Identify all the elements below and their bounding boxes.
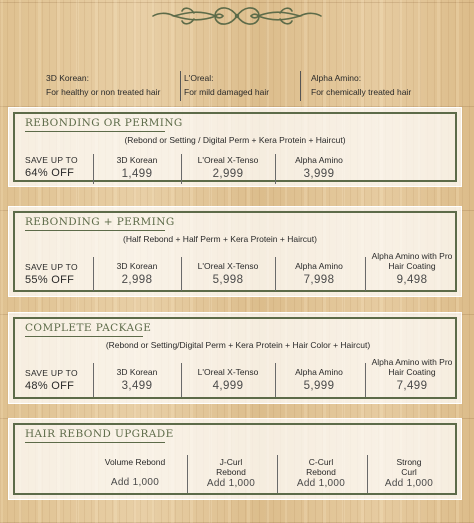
option-alpha-amino: Alpha Amino 3,999 (295, 155, 343, 180)
column-divider (365, 257, 366, 291)
column-divider (93, 257, 94, 291)
section-title: COMPLETE PACKAGE (25, 322, 152, 334)
hair-rebond-upgrade-section (8, 418, 462, 500)
section-title: REBONDING + PERMING (25, 216, 175, 228)
legend-loreal: L'Oreal: For mild damaged hair (184, 73, 270, 97)
upgrade-volume-rebond: Volume Rebond Add 1,000 (104, 457, 166, 488)
column-divider (275, 154, 276, 184)
title-underline (25, 336, 143, 337)
upgrade-c-curl-rebond: C-Curl Rebond Add 1,000 (296, 457, 346, 489)
option-3d-korean: 3D Korean 3,499 (116, 367, 158, 392)
section-frame (13, 112, 457, 182)
section-subtitle: (Rebond or Setting/Digital Perm + Kera Protein + Hair Color + Haircut) (105, 340, 371, 350)
column-divider (275, 363, 276, 397)
option-loreal-x-tenso: L'Oreal X-Tenso 4,999 (197, 367, 259, 392)
option-alpha-amino: Alpha Amino 5,999 (295, 367, 343, 392)
option-loreal-x-tenso: L'Oreal X-Tenso 5,998 (197, 261, 259, 286)
legend-3d-korean: 3D Korean: For healthy or non treated hair (46, 73, 161, 97)
column-divider (181, 363, 182, 397)
section-frame (13, 423, 457, 495)
section-title: HAIR REBOND UPGRADE (25, 428, 174, 440)
column-divider (181, 257, 182, 291)
rebonding-plus-perming-section (8, 206, 462, 297)
section-title: REBONDING OR PERMING (25, 117, 183, 129)
discount-badge: SAVE UP TO 64% OFF (25, 155, 78, 179)
column-divider (181, 154, 182, 184)
column-divider (275, 257, 276, 291)
complete-package-section (8, 312, 462, 404)
column-divider (365, 363, 366, 397)
column-divider (93, 154, 94, 184)
section-subtitle: (Rebond or Setting / Digital Perm + Kera Protein + Haircut) (124, 135, 346, 145)
option-3d-korean: 3D Korean 1,499 (116, 155, 158, 180)
column-divider (277, 455, 278, 493)
discount-badge: SAVE UP TO 48% OFF (25, 368, 78, 392)
title-underline (25, 131, 165, 132)
title-underline (25, 230, 165, 231)
section-frame (13, 317, 457, 399)
upgrade-strong-curl: Strong Curl Add 1,000 (384, 457, 434, 489)
option-alpha-amino-pro-coating: Alpha Amino with Pro Hair Coating 9,498 (371, 251, 453, 286)
upgrade-j-curl-rebond: J-Curl Rebond Add 1,000 (206, 457, 256, 489)
section-subtitle: (Half Rebond + Half Perm + Kera Protein + Haircut) (123, 234, 317, 244)
discount-badge: SAVE UP TO 55% OFF (25, 262, 78, 286)
column-divider (367, 455, 368, 493)
floral-scroll-ornament-icon (150, 4, 325, 28)
option-loreal-x-tenso: L'Oreal X-Tenso 2,999 (197, 155, 259, 180)
section-frame (13, 211, 457, 292)
rebonding-or-perming-section (8, 107, 462, 187)
column-divider (187, 455, 188, 493)
option-alpha-amino-pro-coating: Alpha Amino with Pro Hair Coating 7,499 (371, 357, 453, 392)
hair-type-legend (40, 71, 440, 103)
option-alpha-amino: Alpha Amino 7,998 (295, 261, 343, 286)
option-3d-korean: 3D Korean 2,998 (116, 261, 158, 286)
legend-alpha-amino: Alpha Amino: For chemically treated hair (311, 73, 412, 97)
column-divider (93, 363, 94, 397)
title-underline (25, 442, 165, 443)
